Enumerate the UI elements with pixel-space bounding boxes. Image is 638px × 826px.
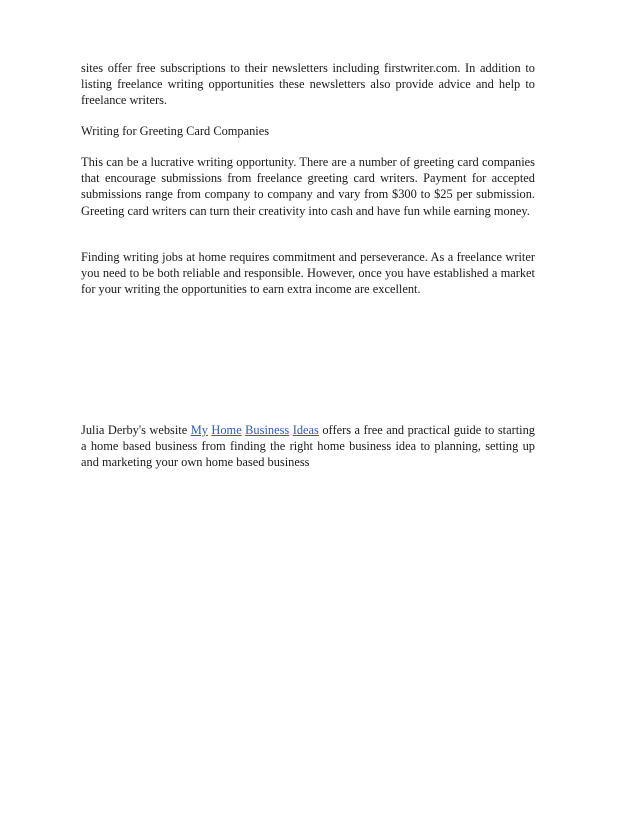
link-my[interactable]: My bbox=[190, 423, 208, 437]
paragraph-greeting-cards: This can be a lucrative writing opportunity. There are a number of greeting card companies that encourage submissions from freelance greeting card writers. Payment for accepted submissions range from company to company and vary from $300 to $25 per submission. Greeting card writers can turn their creativity into cash and have fun while earning money. bbox=[81, 155, 535, 218]
link-home[interactable]: Home bbox=[211, 423, 242, 437]
section-heading: Writing for Greeting Card Companies bbox=[81, 124, 270, 138]
link-business[interactable]: Business bbox=[245, 423, 290, 437]
paragraph-newsletters: sites offer free subscriptions to their newsletters including firstwriter.com. In addition to listing freelance writing opportunities these newsletters also provide advice and help to freelance writers. bbox=[81, 61, 535, 108]
bio-outro: offers a free and practical guide to starting a home based business from finding the right home business idea to planning, setting up and marketing your own home based business bbox=[81, 423, 535, 470]
author-bio bbox=[81, 422, 535, 471]
link-ideas[interactable]: Ideas bbox=[292, 423, 319, 437]
bio-intro: Julia Derby's website bbox=[81, 423, 191, 437]
paragraph-conclusion: Finding writing jobs at home requires commitment and perseverance. As a freelance writer you need to be both reliable and responsible. However, once you have established a market for your writing the opportunities to earn extra income are excellent. bbox=[81, 250, 535, 297]
